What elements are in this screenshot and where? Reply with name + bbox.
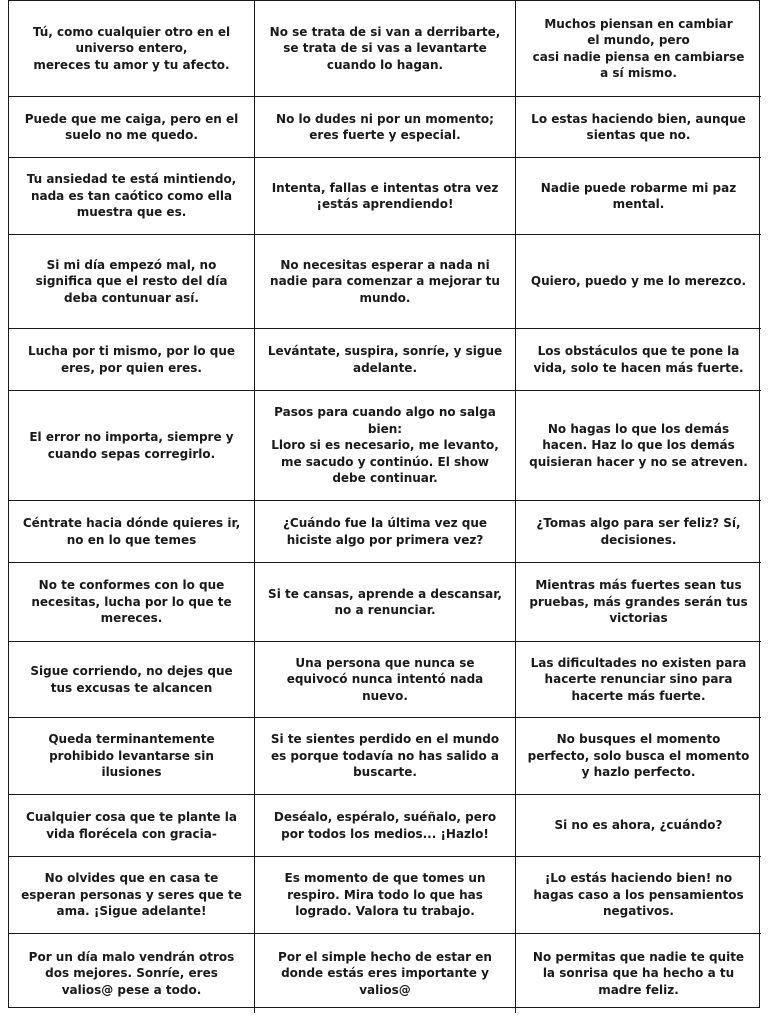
quote-text: No te conformes con lo que necesitas, lucha por lo que te mereces. (31, 578, 232, 626)
quote-text: Intenta, fallas e intentas otra vez ¡estás aprendiendo! (271, 180, 499, 211)
quote-text: No hagas lo que los demás hacen. Haz lo que los demás quisieran hacer y no se atreven. (529, 421, 748, 469)
quote-cell (255, 501, 516, 563)
quote-text: Mientras más fuertes sean tus pruebas, más grandes serán tus victorias (529, 578, 748, 626)
quote-text: ¡Lo estás haciendo bien! no hagas caso a los pensamientos negativos. (533, 871, 744, 919)
quote-cell (516, 795, 761, 857)
quote-text: No lo dudes ni por un momento; eres fuerte y especial. (276, 111, 494, 142)
quote-cell (516, 642, 761, 718)
quote-cell (516, 501, 761, 563)
quote-text: Deséalo, espéralo, suéñalo, pero por todos los medios... ¡Hazlo! (273, 810, 497, 841)
quote-cell (9, 563, 255, 642)
quote-text: Quiero, puedo y me lo merezco. (530, 274, 747, 289)
quote-text: Sigue corriendo, no dejes que tus excusas te alcancen (30, 664, 233, 695)
quote-cell (9, 158, 255, 235)
quote-text: Cualquier cosa que te plante la vida florécela con gracia- (26, 810, 237, 841)
quote-text: Las dificultades no existen para hacerte renunciar sino para hacerte más fuerte. (530, 655, 747, 703)
quote-text: El error no importa, siempre y cuando sepas corregirlo. (29, 430, 234, 461)
quote-cell (9, 1, 255, 97)
quote-cell (516, 235, 761, 329)
quote-text: No se trata de si van a derribarte, se trata de si vas a levantarte cuando lo hagan. (269, 24, 501, 72)
quotes-grid (8, 0, 760, 1008)
quote-cell (516, 718, 761, 795)
quote-cell (255, 1, 516, 97)
quote-cell (255, 934, 516, 1013)
quote-text: ¿Cuándo fue la última vez que hiciste algo por primera vez? (282, 516, 488, 547)
quote-cell (9, 329, 255, 391)
quote-text: No olvides que en casa te esperan personas y seres que te ama. ¡Sigue adelante! (21, 871, 242, 919)
quote-cell (9, 718, 255, 795)
quote-cell (255, 97, 516, 158)
quote-cell (255, 563, 516, 642)
quote-text: Queda terminantemente prohibido levantarse sin ilusiones (48, 732, 215, 780)
quote-cell (255, 391, 516, 501)
quote-cell (9, 97, 255, 158)
quote-cell (255, 642, 516, 718)
quote-text: Tú, como cualquier otro en el universo entero, mereces tu amor y tu afecto. (32, 24, 231, 72)
quote-text: Si mi día empezó mal, no significa que el resto del día deba contunuar así. (35, 257, 228, 305)
quote-text: Lucha por ti mismo, por lo que eres, por quien eres. (27, 344, 236, 375)
quote-cell (9, 934, 255, 1013)
quote-cell (516, 329, 761, 391)
quote-text: Céntrate hacia dónde quieres ir, no en lo que temes (22, 516, 241, 547)
quote-text: No busques el momento perfecto, solo busca el momento y hazlo perfecto. (527, 732, 750, 780)
quote-text: Levántate, suspira, sonríe, y sigue adelante. (267, 344, 503, 375)
quote-cell (255, 795, 516, 857)
quote-cell (255, 235, 516, 329)
quote-text: No permitas que nadie te quite la sonrisa que ha hecho a tu madre feliz. (532, 949, 745, 997)
quote-text: Tu ansiedad te está mintiendo, nada es tan caótico como ella muestra que es. (26, 172, 237, 220)
quote-cell (516, 563, 761, 642)
quote-text: Si no es ahora, ¿cuándo? (554, 818, 723, 833)
quote-text: Puede que me caiga, pero en el suelo no me quedo. (24, 111, 239, 142)
quote-cell (516, 158, 761, 235)
quote-text: Si te sientes perdido en el mundo es porque todavía no has salido a buscarte. (270, 732, 500, 780)
quote-text: Pasos para cuando algo no salga bien: Lloro si es necesario, me levanto, me sacudo y continúo. El show debe continuar. (271, 405, 499, 486)
quote-cell (516, 1, 761, 97)
quote-cell (516, 391, 761, 501)
quote-cell (9, 391, 255, 501)
quote-text: No necesitas esperar a nada ni nadie para comenzar a mejorar tu mundo. (270, 257, 500, 305)
quote-text: Nadie puede robarme mi paz mental. (540, 180, 737, 211)
quote-text: Si te cansas, aprende a descansar, no a renunciar. (268, 586, 502, 617)
quote-text: Los obstáculos que te pone la vida, solo te hacen más fuerte. (533, 344, 744, 375)
quote-cell (9, 501, 255, 563)
quote-text: Es momento de que tomes un respiro. Mira todo lo que has logrado. Valora tu trabajo. (284, 871, 486, 919)
quote-cell (9, 235, 255, 329)
quote-text: Una persona que nunca se equivocó nunca intentó nada nuevo. (286, 655, 484, 703)
quote-cell (255, 329, 516, 391)
quote-text: Por el simple hecho de estar en donde estás eres importante y valios@ (278, 949, 492, 997)
quote-cell (9, 795, 255, 857)
quote-cell (516, 857, 761, 934)
quote-cell (255, 718, 516, 795)
quote-cell (516, 97, 761, 158)
quote-cell (9, 857, 255, 934)
quote-text: ¿Tomas algo para ser feliz? Sí, decisiones. (536, 516, 741, 547)
quote-cell (255, 158, 516, 235)
quote-text: Muchos piensan en cambiar el mundo, pero casi nadie piensa en cambiarse a sí mismo. (532, 16, 745, 80)
quote-cell (255, 857, 516, 934)
quote-text: Lo estas haciendo bien, aunque sientas que no. (531, 111, 746, 142)
quote-cell (516, 934, 761, 1013)
quote-cell (9, 642, 255, 718)
quote-text: Por un día malo vendrán otros dos mejores. Sonríe, eres valios@ pese a todo. (28, 949, 235, 997)
